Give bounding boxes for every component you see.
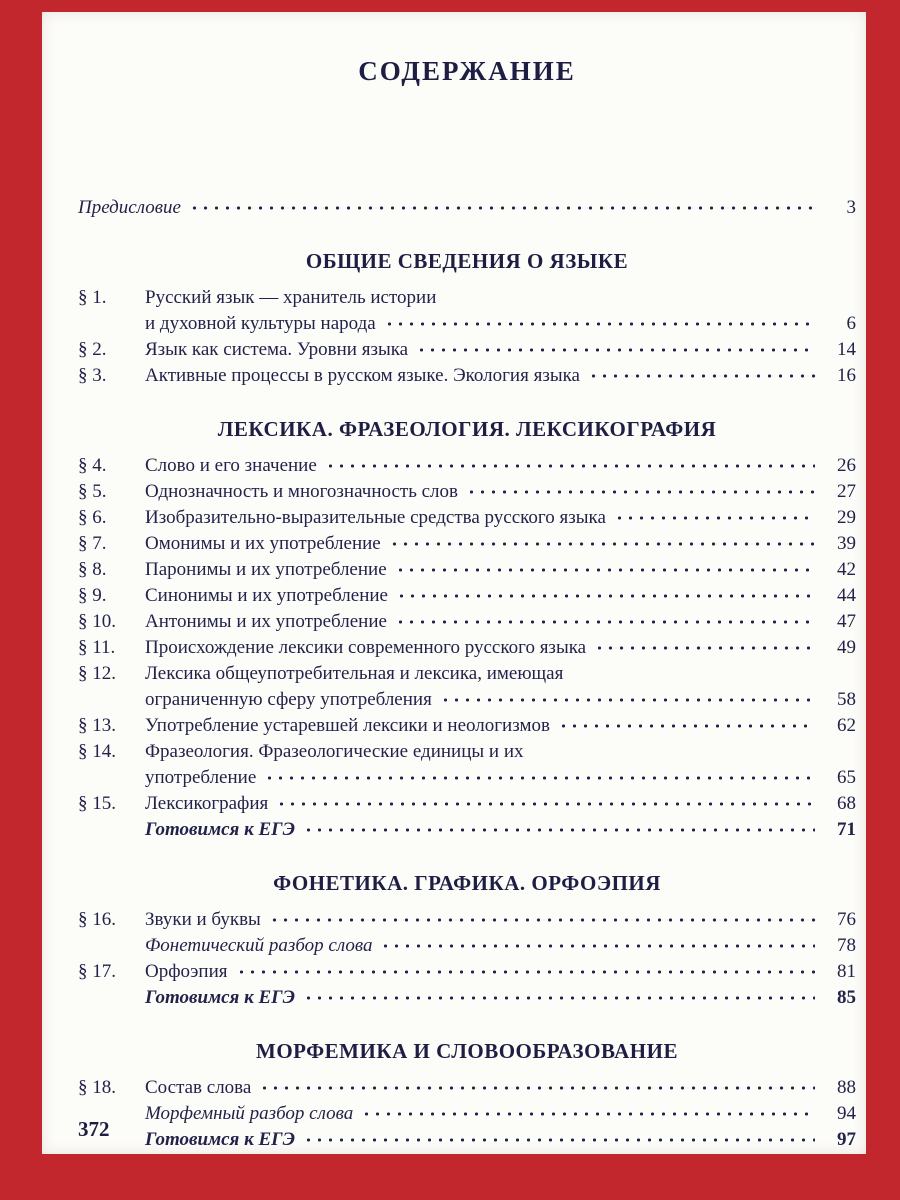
section-heading: ОБЩИЕ СВЕДЕНИЯ О ЯЗЫКЕ: [305, 249, 629, 273]
toc-entry-body: [145, 739, 856, 791]
toc-entry-line: [145, 1127, 856, 1153]
dot-leader: [588, 367, 815, 381]
dot-leader: [395, 613, 815, 627]
toc-entry: [78, 817, 856, 843]
toc-entry-page: 97: [837, 1129, 856, 1150]
toc-entry-number: § 7.: [78, 533, 107, 554]
toc-entry: [78, 713, 856, 739]
toc-entry-body: [145, 713, 856, 739]
section-entries: [78, 285, 856, 389]
toc-entry-line: [145, 713, 856, 739]
dot-leader: [325, 457, 815, 471]
toc-entry-title: и духовной культуры народа: [145, 313, 376, 334]
toc-entry-line: [145, 531, 856, 557]
toc-entry-body: [145, 337, 856, 363]
toc-entry-preface: [78, 195, 856, 221]
toc-entry-body: [145, 531, 856, 557]
toc-entry-page: 16: [837, 365, 856, 386]
toc-entry-line: [145, 739, 856, 765]
toc-entry-page: 29: [837, 507, 856, 528]
toc-entry-number: § 9.: [78, 585, 107, 606]
toc-entry-line: [145, 285, 856, 311]
toc-entry: [78, 337, 856, 363]
toc-entry: [78, 933, 856, 959]
dot-leader: [276, 795, 815, 809]
toc-sections: [78, 249, 856, 1153]
dot-leader: [269, 911, 815, 925]
toc-entry-line: [145, 1101, 856, 1127]
toc-entry: [78, 583, 856, 609]
toc-entry: [78, 985, 856, 1011]
toc-entry-line: [145, 817, 856, 843]
toc-entry-title: Фонетический разбор слова: [145, 935, 373, 956]
toc-entry-page: 76: [837, 909, 856, 930]
toc-entry-line: [145, 557, 856, 583]
toc-entry: [78, 285, 856, 337]
section-heading: МОРФЕМИКА И СЛОВООБРАЗОВАНИЕ: [256, 1039, 678, 1063]
toc-entry-number: [78, 933, 145, 959]
toc-entry-page: 81: [837, 961, 856, 982]
toc-entry: [78, 1127, 856, 1153]
toc-entry-body: [145, 1127, 856, 1153]
dot-leader: [303, 989, 815, 1003]
dot-leader: [389, 535, 815, 549]
toc-entry-line: [145, 363, 856, 389]
page-number: 372: [78, 1117, 110, 1141]
toc-entry-body: [145, 363, 856, 389]
toc-entry-body: [145, 285, 856, 337]
toc-entry-line: [145, 933, 856, 959]
toc-entry-title: Однозначность и многозначность слов: [145, 481, 459, 502]
toc-entry-body: [145, 557, 856, 583]
section-heading: ЛЕКСИКА. ФРАЗЕОЛОГИЯ. ЛЕКСИКОГРАФИЯ: [217, 417, 717, 441]
toc-entry-title: Паронимы и их употребление: [145, 559, 387, 580]
toc-entry-title: Готовимся к ЕГЭ: [145, 1129, 295, 1150]
toc-entry-line: [145, 959, 856, 985]
toc-entry-title: Морфемный разбор слова: [145, 1103, 354, 1124]
section-heading: ФОНЕТИКА. ГРАФИКА. ОРФОЭПИЯ: [273, 871, 661, 895]
toc-entry-line: [145, 635, 856, 661]
toc-entry-number: § 16.: [78, 909, 116, 930]
toc-entry-title: Активные процессы в русском языке. Экология языка: [145, 365, 580, 386]
toc-entry: [78, 907, 856, 933]
toc-entry-number: § 15.: [78, 793, 116, 814]
toc-entry-body: [145, 505, 856, 531]
toc-entry: [78, 363, 856, 389]
toc-entry-line: [145, 337, 856, 363]
toc-entry: [78, 531, 856, 557]
toc-entry-title: Готовимся к ЕГЭ: [145, 819, 295, 840]
toc-entry-page: 88: [837, 1077, 856, 1098]
dot-leader: [303, 821, 815, 835]
toc-entry: [78, 479, 856, 505]
toc-entry: [78, 635, 856, 661]
section-entries: [78, 1075, 856, 1153]
dot-leader: [236, 963, 816, 977]
toc-entry-page: 49: [837, 637, 856, 658]
toc-entry-page: 58: [837, 689, 856, 710]
toc-entry-page: 42: [837, 559, 856, 580]
dot-leader: [384, 315, 815, 329]
toc-entry-line: [145, 1075, 856, 1101]
toc-entry: [78, 791, 856, 817]
toc-entry: [78, 609, 856, 635]
toc-entry-title: употребление: [145, 767, 257, 788]
toc-entry-body: [145, 1101, 856, 1127]
dot-leader: [558, 717, 815, 731]
toc-entry-title: Фразеология. Фразеологические единицы и их: [145, 741, 524, 762]
dot-leader: [594, 639, 815, 653]
toc-entry-page: 27: [837, 481, 856, 502]
toc-entry: [78, 959, 856, 985]
toc-entry-number: § 5.: [78, 481, 107, 502]
toc-page: [42, 12, 866, 1154]
toc-entry-page: 68: [837, 793, 856, 814]
toc-entry-number: [78, 985, 145, 1011]
toc-entry-page: 65: [837, 767, 856, 788]
preface-page-number: 3: [846, 197, 856, 218]
toc-entry-number: § 1.: [78, 287, 107, 308]
toc-entry-line: [145, 453, 856, 479]
toc-entry-line: [145, 479, 856, 505]
toc-entry-body: [145, 907, 856, 933]
toc-entry-title: Готовимся к ЕГЭ: [145, 987, 295, 1008]
toc-entry-body: [145, 933, 856, 959]
toc-entry-title: Русский язык — хранитель истории: [145, 287, 437, 308]
toc-entry-line: [145, 791, 856, 817]
toc-entry: [78, 739, 856, 791]
toc-entry-title: Происхождение лексики современного русского языка: [145, 637, 587, 658]
toc-entry: [78, 453, 856, 479]
toc-entry-page: 62: [837, 715, 856, 736]
toc-entry-line: [145, 311, 856, 337]
toc-entry-number: § 14.: [78, 741, 116, 762]
toc-entry-line: [145, 583, 856, 609]
toc-entry: [78, 661, 856, 713]
toc-entry-title: Синонимы и их употребление: [145, 585, 388, 606]
toc-entry-line: [145, 765, 856, 791]
toc-entry-page: 44: [837, 585, 856, 606]
toc-entry-page: 94: [837, 1103, 856, 1124]
toc-entry-page: 71: [837, 819, 856, 840]
toc-entry-line: [145, 505, 856, 531]
toc-entry-page: 39: [837, 533, 856, 554]
toc-entry-number: § 17.: [78, 961, 116, 982]
dot-leader: [380, 937, 815, 951]
toc-entry-body: [145, 959, 856, 985]
toc-entry-number: § 12.: [78, 663, 116, 684]
dot-leader: [395, 561, 815, 575]
toc-entry-number: § 6.: [78, 507, 107, 528]
toc-entry-number: § 13.: [78, 715, 116, 736]
toc-entry-page: 26: [837, 455, 856, 476]
toc-entry: [78, 1075, 856, 1101]
dot-leader: [440, 691, 815, 705]
toc-entry-title: Антонимы и их употребление: [145, 611, 387, 632]
page-title: СОДЕРЖАНИЕ: [358, 56, 576, 86]
toc-entry-line: [145, 661, 856, 687]
toc-entry-number: § 10.: [78, 611, 116, 632]
toc-entry-line: [145, 907, 856, 933]
dot-leader: [466, 483, 815, 497]
toc-entry-page: 6: [846, 313, 856, 334]
toc-entry-body: [145, 479, 856, 505]
toc-entry-body: [145, 1075, 856, 1101]
toc-entry: [78, 1101, 856, 1127]
toc-entry-number: § 18.: [78, 1077, 116, 1098]
toc-entry-number: § 4.: [78, 455, 107, 476]
toc-entry: [78, 557, 856, 583]
toc-entry-body: [145, 635, 856, 661]
dot-leader: [396, 587, 815, 601]
toc-entry-number: § 11.: [78, 637, 116, 658]
toc-entry-title: ограниченную сферу употребления: [145, 689, 432, 710]
dot-leader: [264, 769, 815, 783]
toc-entry-title: Лексика общеупотребительная и лексика, имеющая: [145, 663, 564, 684]
toc-entry-number: § 8.: [78, 559, 107, 580]
dot-leader: [259, 1079, 815, 1093]
preface-label: Предисловие: [78, 197, 181, 218]
toc-entry-line: [145, 687, 856, 713]
dot-leader: [416, 341, 815, 355]
toc-entry-title: Омонимы и их употребление: [145, 533, 381, 554]
toc-entry-title: Звуки и буквы: [145, 909, 261, 930]
toc-entry-number: § 2.: [78, 339, 107, 360]
dot-leader: [614, 509, 815, 523]
toc-entry-body: [145, 453, 856, 479]
toc-entry-body: [145, 583, 856, 609]
section-entries: [78, 453, 856, 843]
toc-entry-line: [145, 609, 856, 635]
toc-entry-title: Орфоэпия: [145, 961, 228, 982]
toc-entry-body: [145, 609, 856, 635]
toc-entry-title: Язык как система. Уровни языка: [145, 339, 409, 360]
dot-leader: [303, 1131, 815, 1145]
toc-content: [42, 12, 866, 1153]
toc-entry-title: Изобразительно-выразительные средства русского языка: [145, 507, 606, 528]
toc-entry-body: [145, 791, 856, 817]
toc-entry-title: Употребление устаревшей лексики и неологизмов: [145, 715, 550, 736]
toc-entry: [78, 505, 856, 531]
section-entries: [78, 907, 856, 1011]
dot-leader: [361, 1105, 815, 1119]
toc-entry-line: [145, 985, 856, 1011]
toc-entry-page: 47: [837, 611, 856, 632]
toc-entry-title: Лексикография: [145, 793, 269, 814]
toc-entry-page: 78: [837, 935, 856, 956]
toc-entry-body: [145, 817, 856, 843]
toc-entry-title: Слово и его значение: [145, 455, 317, 476]
toc-entry-page: 85: [837, 987, 856, 1008]
toc-entry-number: § 3.: [78, 365, 107, 386]
toc-entry-title: Состав слова: [145, 1077, 252, 1098]
toc-entry-number: [78, 817, 145, 843]
toc-entry-body: [145, 985, 856, 1011]
dot-leader: [189, 199, 815, 213]
toc-entry-body: [145, 661, 856, 713]
toc-entry-page: 14: [837, 339, 856, 360]
